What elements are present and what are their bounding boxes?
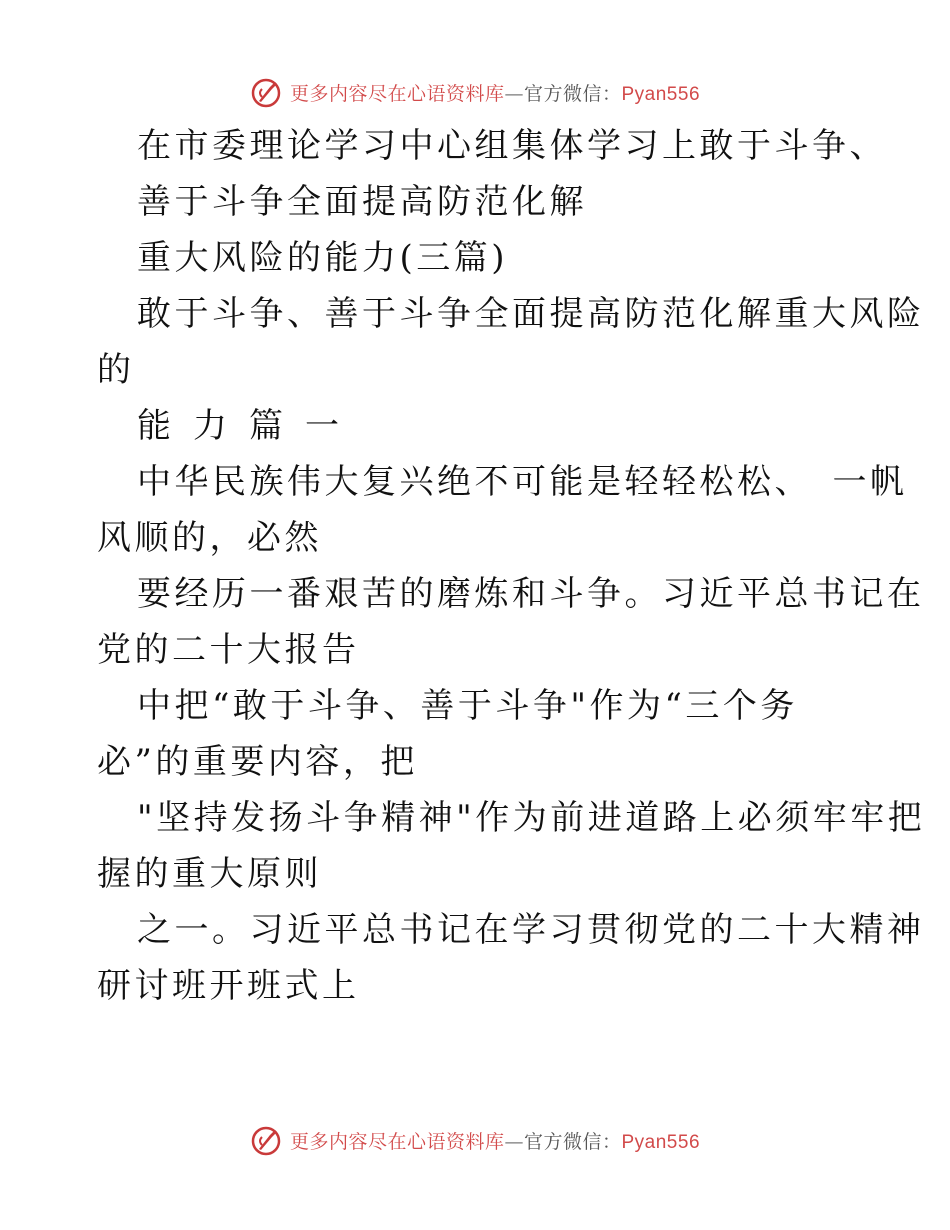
subtitle-line-1: 敢于斗争、善于斗争全面提高防范化解重大风险 [137,294,925,334]
paragraph-line: 中华民族伟大复兴绝不可能是轻轻松松、 一帆 [137,462,908,502]
paragraph-line: 风顺的，必然 [97,518,322,558]
title-line-2: 善于斗争全面提高防范化解 [137,182,587,222]
pen-nib-logo-icon [250,1123,284,1157]
paragraph-line: 握的重大原则 [97,854,322,894]
header-watermark [0,72,950,112]
paragraph-line: "坚持发扬斗争精神"作为前进道路上必须牢牢把 [137,798,926,838]
watermark-wechat-id: Pyan556 [621,1131,701,1153]
watermark-separator: — [504,1130,524,1153]
watermark-label: 官方微信： [523,1130,622,1153]
pen-nib-logo-icon [250,75,284,109]
watermark-text [290,79,700,106]
subtitle-line-2: 的 [97,350,135,390]
footer-watermark [0,1120,950,1160]
title-line-3: 重大风险的能力(三篇) [137,238,509,278]
paragraph-line: 要经历一番艰苦的磨炼和斗争。习近平总书记在 [137,574,925,614]
title-line-1: 在市委理论学习中心组集体学习上敢于斗争、 [137,126,887,166]
paragraph-line: 研讨班开班式上 [97,966,360,1006]
watermark-brand: 更多内容尽在心语资料库 [289,82,505,105]
watermark-wechat-id: Pyan556 [621,83,701,105]
watermark-label: 官方微信： [523,82,622,105]
watermark-brand: 更多内容尽在心语资料库 [289,1130,505,1153]
section-heading: 能力篇一 [137,406,361,446]
paragraph-line: 中把“敢于斗争、善于斗争"作为“三个务 [137,686,798,726]
watermark-separator: — [504,82,524,105]
paragraph-line: 之一。习近平总书记在学习贯彻党的二十大精神 [137,910,925,950]
watermark-text [290,1127,700,1154]
document-body [97,118,926,1014]
paragraph-line: 党的二十大报告 [97,630,360,670]
paragraph-line: 必”的重要内容，把 [97,742,418,782]
